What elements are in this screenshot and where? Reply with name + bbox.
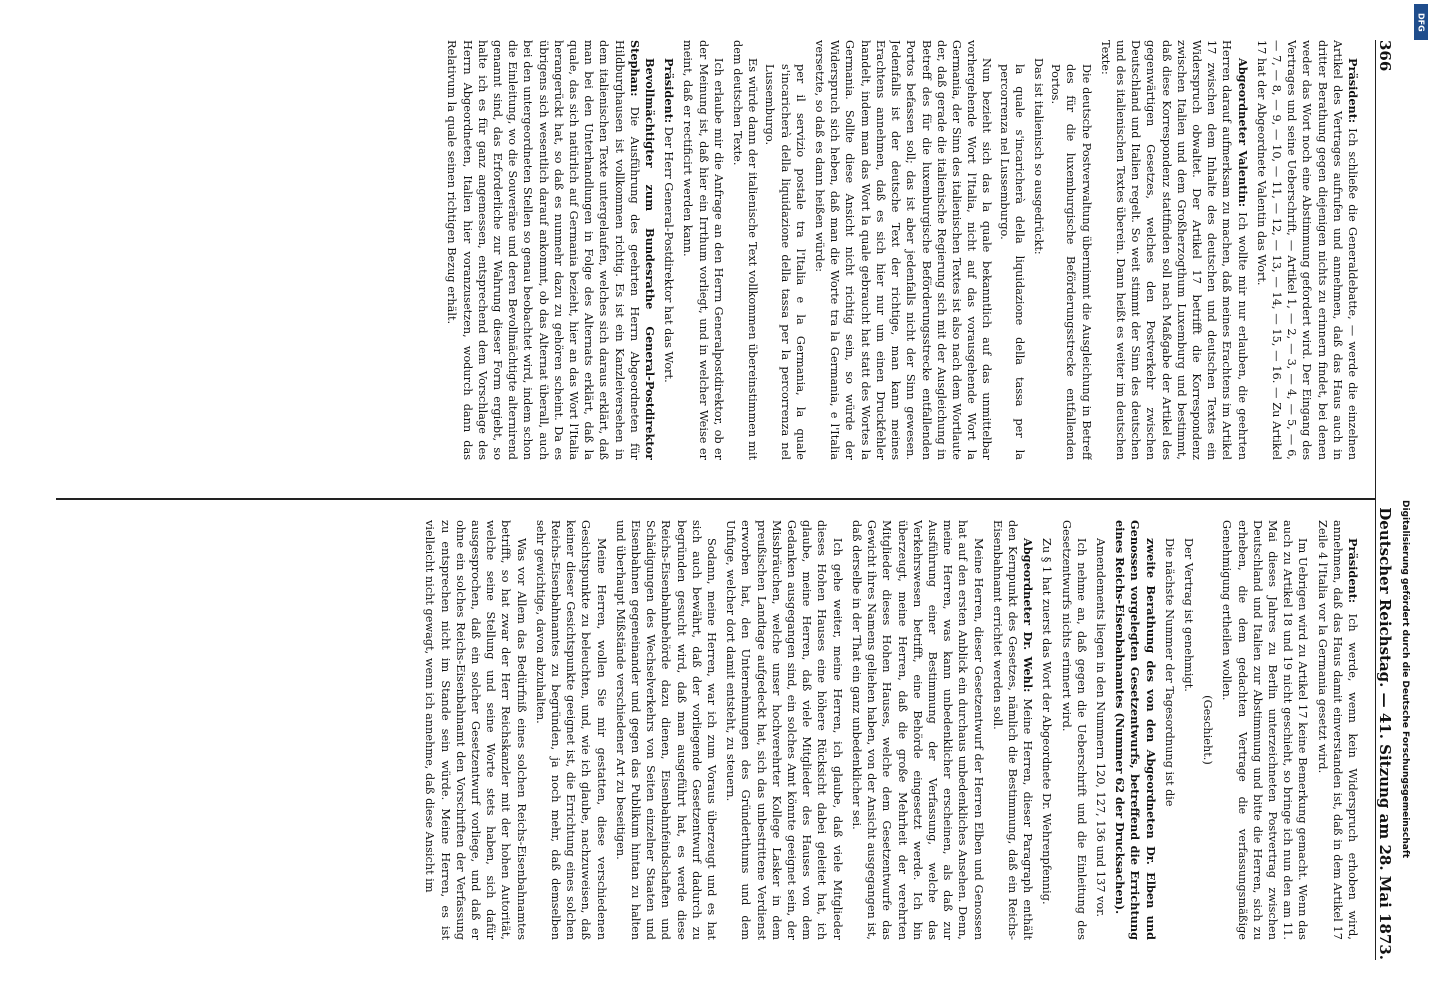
rotated-page	[40, 20, 1400, 980]
paragraph: Was vor Allem das Bedürfniß eines solchen Reichs-Eisenbahnamtes betrifft, so hat zwar der Herr Reichskanzler mit der hohen Autorität, welche seine Stellung und seine Worte stets haben, sich dafür ausgesprochen, daß ein solcher Gesetzentwurf vorliege, und daß er ohne ein solches Reichs-Eisenbahnamt den Vorschriften der Verfassung zu entsprechen nicht im Stande sein würde. Meine Herren, es ist vielleicht nicht gewagt, wenn ich annehme, daß diese Ansicht im	[423, 520, 528, 940]
speech-paragraph	[1254, 40, 1360, 460]
speech-paragraph	[1098, 40, 1250, 460]
quoted-text: Die deutsche Postverwaltung übernimmt die Ausgleichung in Betreff des für die luxemburgische Beförderungsstrecke entfallenden Portos.	[1049, 64, 1093, 460]
stage-direction: (Geschieht.)	[1201, 695, 1215, 765]
paragraph: Im Uebrigen wird zu Artikel 17 keine Bemerkung gemacht. Wenn das auch zu Artikel 18 und 19 nicht geschieht, so bringe ich nun den am 11. Mai dieses Jahres zu Berlin unterzeichneten Postvertrag zwischen Deutschland und Italien zur Abstimmung und bitte die Herren, sich zu erheben, die dem gedachten Vertrage die verfassungsmäßige Genehmigung ertheilen wollen.	[1220, 520, 1310, 940]
paragraph: Ich gehe weiter, meine Herren, ich glaube, daß viele Mitglieder dieses Hohen Hauses eine höhere Rücksicht dabei geleitet hat, ich glaube, meine Herren, daß viele Mitglieder des Hauses von dem Gedanken ausgegangen sind, ein solches Amt könnte geeignet sein, der Missbräuchen, welche unser hochverehrter Kollege Lasker in dem preußischen Landtage aufgedeckt hat, sich das unbestrittene Verdienst erworben hat, den Unternehmungen des Gründerthums und dem Unfuge, welcher dort damit entsteht, zu steuern.	[724, 520, 844, 940]
left-column	[60, 40, 1360, 460]
speech-paragraph	[444, 40, 657, 460]
page-header	[1375, 40, 1400, 960]
speech-text: Die Ausführung des geehrten Herrn Abgeordneten für Hildburghausen ist vollkommen richtig. Es ist ein Kanzleiversehen in dem italienischen Texte untergelaufen, welches sich daraus erklärt, daß man bei den Unterhandlungen in Folge des Alternats erklärt, daß la quale, das sich natürlich auf Germania bezieht, hier an das Wort l'Italia herangerückt hat, so daß es nunmehr dazu zu gehören scheint. Da es übrigens sich wesentlich darauf ankommt, ob das Alternat überall, auch bei den untergeordneten Stellen so genau beobachtet wird, indem schon die Einleitung, wo die Souveräne und deren Bevollmächtigte alternirend genannt sind, das Erforderliche zur Wahrung dieser Form ergiebt, so halte ich es für ganz angemessen, entsprechend dem Vorschlage des Herrn Abgeordneten, Italien hier voranzusetzen, wodurch dann das Relativum la quale seinen richtigen Bezug erhält.	[445, 40, 641, 460]
speech-paragraph	[661, 40, 676, 460]
speaker-name: Präsident:	[1346, 58, 1360, 124]
page-number: 366	[1376, 40, 1394, 72]
paragraph: Es würde dann der italienische Text vollkommen übereinstimmen mit dem deutschen Texte.	[731, 40, 760, 460]
paragraph: Zu § 1 hat zuerst das Wort der Abgeordnete Dr. Wehrenpfennig.	[1040, 538, 1054, 905]
paragraph: Sodann, meine Herren, war ich zum Voraus überzeugt und es hat sich auch bewährt, daß der vorliegende Gesetzentwurf dadurch zu begründen gesucht wird, daß man ausgeführt hat, es werde diese Reichs-Eisenbahnbehörde dazu dienen, Eisenbahnfeindschaften und Schädigungen des Wechselverkehrs von Seiten einzelner Staaten und Eisenbahnen gegeneinander und gegen das Publikum hintan zu halten und überhaupt Mißstände verschiedener Art zu beseitigen.	[613, 520, 719, 940]
quoted-text: la quale s'incaricherà della liquidazione della tassa per la percorrenza nel Lussemburgo.	[997, 64, 1026, 460]
speech-text: Der Herr General-Postdirektor hat das Wort.	[662, 123, 676, 383]
paragraph: Nun bezieht sich das la quale bekanntlich auf das unmittelbar vorhergehende Wort l'Italia, nicht auf das vorausgehende Wort la Germania, der Sinn des italienischen Textes ist also nach dem Wortlaute der, daß gerade die italienische Regierung sich mit der Ausgleichung in Betreff des für die luxemburgische Beförderungsstrecke entfallenden Portos befassen soll; das ist aber jedenfalls nicht der Sinn gewesen. Jedenfalls ist der deutsche Text der richtige, man kann meines Erachtens annehmen, daß es sich hier nur um einen Druckfehler handelt, indem man das Wort la quale gebraucht hat statt des Wortes la Germania. Sollte diese Ansicht nicht richtig sein, so würde der Widerspruch sich heben, daß man die Worte tra la Germania, e l'Italia versetzte, so daß es dann heißen würde:	[813, 40, 994, 460]
paragraph: Ich erlaube mir die Anfrage an den Herrn Generalpostdirektor, ob er der Meinung ist, daß hier ein Irrthum vorliegt, und in welcher Weise er meint, daß er rectificirt werden kann.	[681, 40, 725, 460]
speaker-name: Abgeordneter Dr. Wehl:	[1021, 538, 1036, 693]
speaker-name: Abgeordneter Valentin:	[1235, 58, 1250, 208]
speech-text: Ich werde, wenn kein Widerspruch erhoben wird, annehmen, daß das Haus damit einverstanden ist, daß in dem Artikel 17 Zeile 4 l'Italia vor la Germania gesetzt wird.	[1315, 520, 1359, 940]
publication-title: Deutscher Reichstag. — 41. Sitzung am 28. Mai 1873.	[1376, 507, 1394, 960]
paragraph: Amendements liegen in den Nummern 120, 127, 136 und 137 vor.	[1093, 538, 1107, 917]
dfg-logo: DFG	[1414, 4, 1428, 40]
paragraph: Meine Herren, dieser Gesetzentwurf der Herren Elben und Genossen hat auf den ersten Anblick ein durchaus unbedenkliches Ansehen. Denn, meine Herren, was kann unbedenklicher erscheinen, als daß zur Ausführung einer Bestimmung der Verfassung, welche das Verkehrswesen betrifft, eine Behörde eingesetzt werde. Ich bin überzeugt, meine Herren, daß die große Mehrheit der verehrten Mitglieder dieses Hohen Hauses, welche dem Gesetzentwurfe das Gewicht ihres Namens geliehen haben, von der Ansicht ausgegangen ist, daß derselbe in der That ein ganz unbedenklicher sei.	[849, 520, 985, 940]
speaker-name: Bevollmächtigter zum Bundesrathe General-Postdirektor Stephan:	[627, 40, 658, 460]
right-column	[60, 520, 1360, 940]
paragraph: Die nächste Nummer der Tagesordnung ist die	[1162, 538, 1176, 807]
paragraph: Der Vertrag ist genehmigt.	[1181, 538, 1195, 692]
speech-paragraph	[1314, 520, 1360, 940]
digitization-note: Digitalisierung gefördert durch die Deutsche Forschungsgemeinschaft	[1400, 500, 1410, 859]
paragraph: Das ist italienisch so ausgedrückt:	[1031, 58, 1045, 255]
speech-text: Ich wollte mir nur erlauben, die geehrten Herren darauf aufmerksam zu machen, daß meines Erachtens im Artikel 17 zwischen dem Inhalte des deutschen und deutschen Textes ein Widerspruch obwaltet. Der Artikel 17 betrifft die Korrespondenz zwischen Italien und dem Großherzogthum Luxemburg und bestimmt, daß diese Korrespondenz stattfinden soll nach Maßgabe der Artikel des gegenwärtigen Gesetzes, welches den Postverkehr zwischen Deutschland und Italien regelt. So weit stimmt der Sinn des deutschen und des italienischen Textes überein. Dann heißt es weiter im deutschen Texte:	[1098, 40, 1249, 460]
speech-text: Meine Herren, dieser Paragraph enthält den Kernpunkt des Gesetzes, nämlich die Bestimmung, daß ein Reichs-Eisenbahnamt errichtet werden soll.	[990, 520, 1035, 940]
speaker-name: Präsident:	[1346, 538, 1360, 604]
paragraph: Meine Herren, wollen Sie mir gestatten, diese verschiedenen Gesichtspunkte zu beleuchten, und, wie ich glaube, nachzuweisen, daß keiner dieser Gesichtspunkte geeignet ist, die Errichtung eines solchen Reichs-Eisenbahnamtes zu begründen, ja noch mehr, daß demselben sehr gewichtige, davon abzuhalten.	[533, 520, 608, 940]
speech-text: Ich schließe die Generaldebatte, — werde die einzelnen Artikel des Vertrages aufrufen und annehmen, daß das Haus auch in dritter Berathung gegen diejenigen nichts zu erinnern findet, bei denen weder das Wort noch eine Abstimmung gefordert wird. Der Eingang des Vertrages und seine Ueberschrift, — Artikel 1, — 2, — 3, — 4, — 5, — 6, — 7, — 8, — 9, — 10, — 11, — 12, — 13, — 14, — 15, — 16. — Zu Artikel 17 hat der Abgeordnete Valentin das Wort.	[1254, 40, 1359, 460]
speaker-name: Präsident:	[662, 58, 677, 124]
quoted-text: per il servizio postale tra l'Italia e la Germania, la quale s'incaricherà della liquidazione della tassa per la percorrenza nel Lussemburgo.	[763, 64, 807, 460]
agenda-item: zweite Berathung des von den Abgeordneten Dr. Elben und Genossen vorgelegten Gesetzentwurfs, betreffend die Errichtung eines Reichs-Eisenbahnamtes (Nummer 62 der Drucksachen).	[1113, 520, 1158, 940]
speech-paragraph	[990, 520, 1036, 940]
column-divider	[56, 498, 1376, 500]
paragraph: Ich nehme an, daß gegen die Ueberschrift und die Einleitung des Gesetzentwurfs nichts erinnert wird.	[1059, 520, 1088, 940]
